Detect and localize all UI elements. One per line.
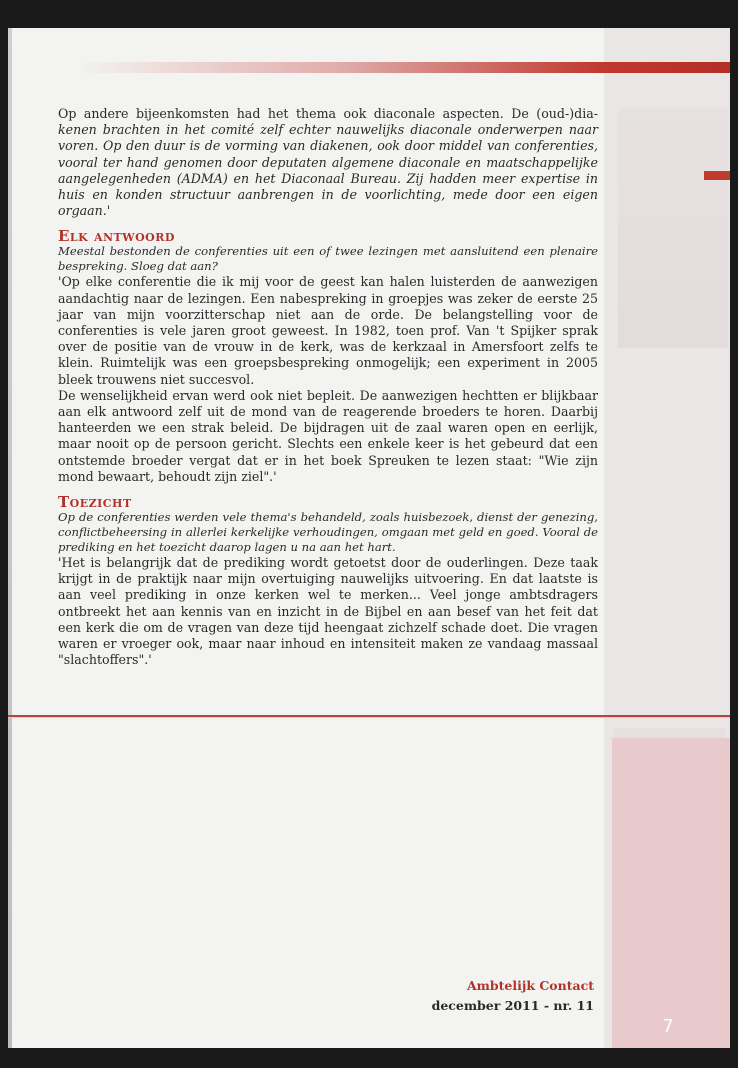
page-number-block: [612, 738, 730, 1048]
page-edge-shadow: [8, 28, 12, 1048]
bleed-through-shape: [618, 108, 728, 348]
section-lead: Meestal bestonden de conferenties uit een of twee lezingen met aansluitend een plenaire bespreking. Sloeg dat aan?: [58, 244, 598, 274]
section-heading-elk-antwoord: Elk antwoord: [58, 227, 175, 246]
page-number: 7: [662, 1016, 674, 1037]
magazine-title: Ambtelijk Contact: [466, 978, 594, 993]
page-footer: [432, 976, 594, 1016]
header-accent-bar: [78, 62, 730, 73]
section-heading-toezicht: Toezicht: [58, 493, 132, 512]
body-paragraph: 'Op elke conferentie die ik mij voor de geest kan halen luisterden de aanwezigen aandachtig naar de lezingen. Een nabespreking in groepjes was zeker de eerste 25 jaar van mijn voorzitterschap niet aan de orde. De belangstelling voor de conferenties is vele jaren groot geweest. In 1982, toen prof. Van 't Spijker sprak over de positie van de vrouw in de kerk, was de kerkzaal in Amersfoort zelfs te klein. Ruimtelijk was een groepsbespreking onmogelijk; een experiment in 2005 bleek trouwens niet succesvol.: [58, 274, 598, 387]
footer-rule-shadow: [8, 717, 730, 718]
magazine-page: [8, 28, 730, 1048]
article-body: [58, 106, 598, 668]
intro-rest: kenen brachten in het comité zelf echter nauwelijks diaconale onderwerpen naar voren. Op den duur is de vorming van diakenen, ook door middel van conferenties, vooral ter hand genomen door deputaten algemene diaconale en maatschappelijke aangelegenheden (ADMA) en het Diaconaal Bureau. Zij hadden meer expertise in huis en konden structuur aanbrengen in de voorlichting, mede door een eigen orgaan.': [58, 122, 598, 219]
issue-info: december 2011 - nr. 11: [431, 998, 594, 1013]
intro-paragraph: [58, 106, 598, 219]
intro-line-1: Op andere bijeenkomsten had het thema ook diaconale aspecten. De (oud-)dia-: [58, 106, 598, 121]
section-lead: Op de conferenties werden vele thema's behandeld, zoals huisbezoek, dienst der genezing, conflictbeheersing in allerlei kerkelijke verhoudingen, omgaan met geld en goed. Vooral de prediking en het toezicht daarop lagen u na aan het hart.: [58, 510, 598, 555]
body-paragraph: 'Het is belangrijk dat de prediking wordt getoetst door de ouderlingen. Deze taak krijgt in de praktijk naar mijn overtuiging nauwelijks uitvoering. En dat laatste is aan veel prediking in onze kerken wel te merken... Veel jonge ambtsdragers ontbreekt het aan kennis van en inzicht in de Bijbel en aan besef van het feit dat een kerk die om de vragen van deze tijd heengaat zichzelf schade doet. Die vragen waren er vroeger ook, maar naar inhoud en intensiteit maken ze vandaag massaal "slachtoffers".': [58, 555, 598, 668]
side-accent-mark: [704, 171, 730, 180]
body-paragraph: De wenselijkheid ervan werd ook niet bepleit. De aanwezigen hechtten er blijkbaar aan elk antwoord zelf uit de mond van de reagerende broeders te horen. Daarbij hanteerden we een strak beleid. De bijdragen uit de zaal waren open en eerlijk, maar nooit op de persoon gericht. Slechts een enkele keer is het gebeurd dat een ontstemde broeder vergat dat er in het boek Spreuken te lezen staat: "Wie zijn mond bewaart, behoudt zijn ziel".': [58, 387, 598, 484]
